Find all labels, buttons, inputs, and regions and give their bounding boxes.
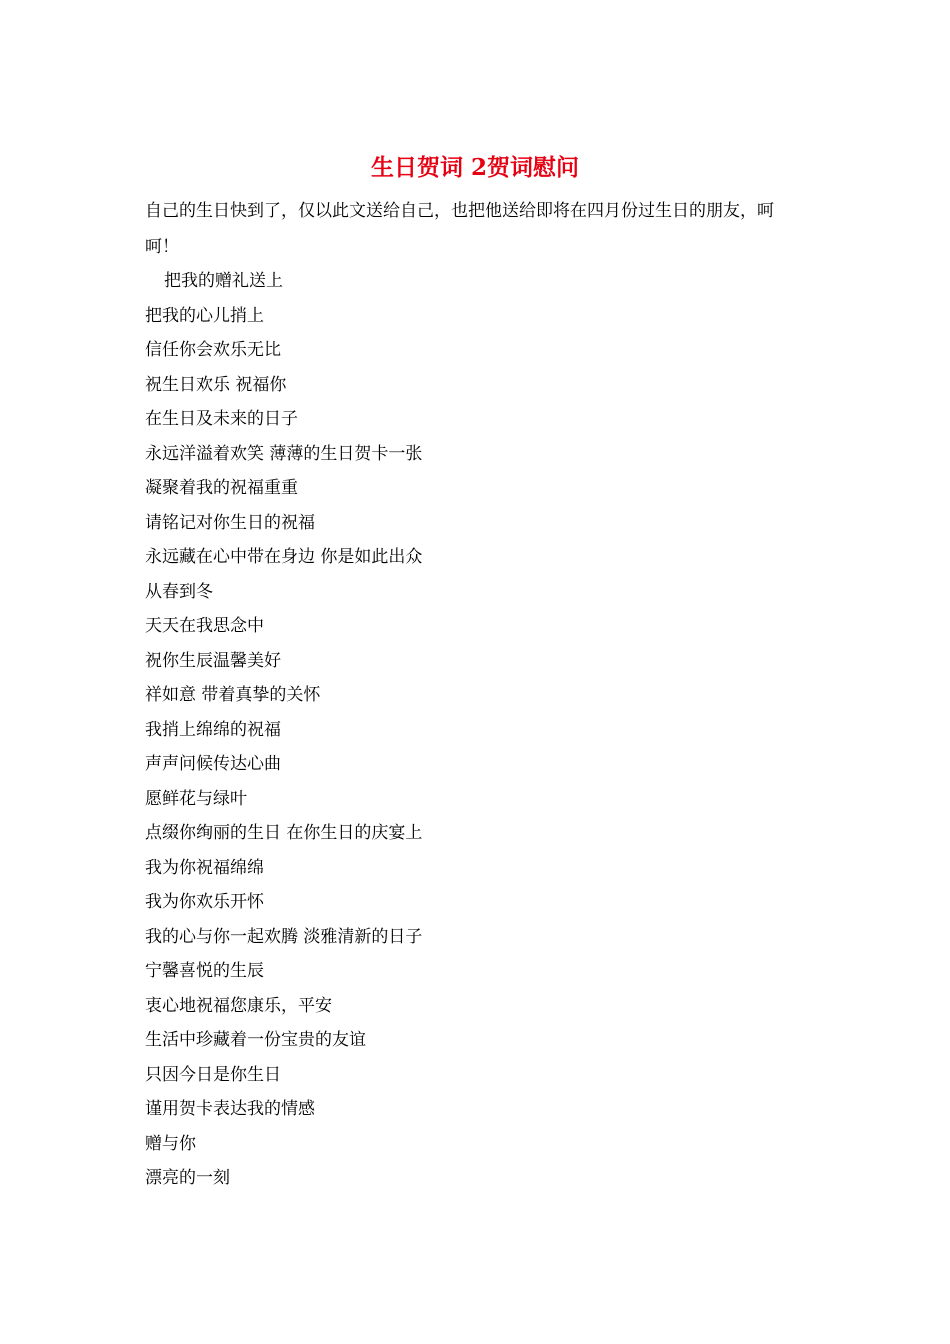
poem-line: 把我的赠礼送上	[164, 271, 283, 291]
poem-line: 我为你祝福绵绵	[145, 857, 264, 878]
poem-line: 永远洋溢着欢笑 薄薄的生日贺卡一张	[145, 443, 423, 464]
poem-line: 我为你欢乐开怀	[145, 892, 264, 912]
poem-line: 从春到冬	[145, 581, 213, 602]
poem-line: 声声问候传达心曲	[145, 754, 281, 774]
poem-line: 衷心地祝福您康乐，平安	[145, 995, 332, 1016]
document-title: 生日贺词 2贺词慰问	[370, 154, 579, 181]
poem-line: 愿鲜花与绿叶	[145, 788, 247, 809]
poem-line: 赠与你	[145, 1133, 196, 1154]
poem-line: 信任你会欢乐无比	[145, 340, 281, 360]
poem	[145, 264, 805, 1196]
poem-line: 在生日及未来的日子	[145, 409, 298, 429]
poem-line: 祝生日欢乐 祝福你	[145, 374, 287, 395]
poem-line: 天天在我思念中	[145, 616, 264, 636]
poem-line: 我的心与你一起欢腾 淡雅清新的日子	[145, 926, 423, 947]
intro-paragraph: 自己的生日快到了，仅以此文送给自己，也把他送给即将在四月份过生日的朋友，呵呵！	[145, 201, 774, 257]
poem-line: 凝聚着我的祝福重重	[145, 478, 298, 498]
poem-line: 祥如意 带着真挚的关怀	[145, 685, 321, 705]
poem-line: 祝你生辰温馨美好	[145, 650, 281, 671]
poem-line: 请铭记对你生日的祝福	[145, 512, 315, 533]
poem-line: 把我的心儿捎上	[145, 305, 264, 326]
poem-line: 只因今日是你生日	[145, 1064, 281, 1085]
poem-line: 我捎上绵绵的祝福	[145, 719, 281, 740]
poem-line: 宁馨喜悦的生辰	[145, 961, 264, 981]
poem-line: 生活中珍藏着一份宝贵的友谊	[145, 1030, 366, 1050]
poem-line: 谨用贺卡表达我的情感	[145, 1099, 315, 1119]
poem-line: 永远藏在心中带在身边 你是如此出众	[145, 547, 423, 567]
poem-line: 点缀你绚丽的生日 在你生日的庆宴上	[145, 823, 423, 843]
poem-line: 漂亮的一刻	[145, 1168, 230, 1188]
